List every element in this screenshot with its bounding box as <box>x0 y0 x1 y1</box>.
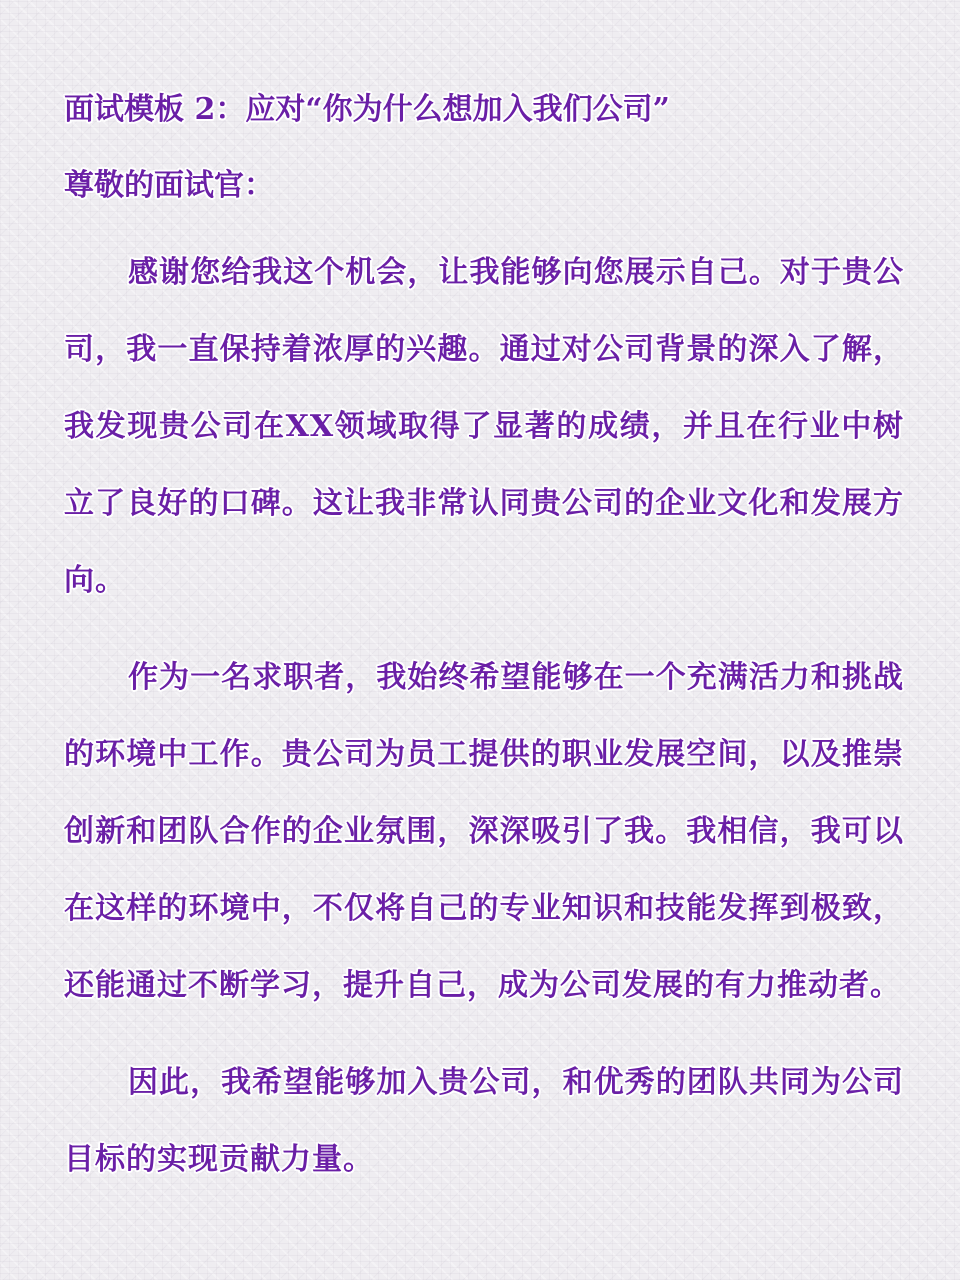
salutation: 尊敬的面试官： <box>64 168 274 203</box>
document-body <box>64 82 904 1198</box>
document-title: 面试模板 2：应对“你为什么想加入我们公司” <box>64 92 670 127</box>
paragraph-2: 作为一名求职者，我始终希望能够在一个充满活力和挑战的环境中工作。贵公司为员工提供的职业发展空间，以及推崇创新和团队合作的企业氛围，深深吸引了我。我相信，我可以在这样的环境中，不仅将自己的专业知识和技能发挥到极致，还能通过不断学习，提升自己，成为公司发展的有力推动者。 <box>64 660 904 1003</box>
paragraph-1: 感谢您给我这个机会，让我能够向您展示自己。对于贵公司，我一直保持着浓厚的兴趣。通过对公司背景的深入了解，我发现贵公司在XX领域取得了显著的成绩，并且在行业中树立了良好的口碑。这让我非常认同贵公司的企业文化和发展方向。 <box>64 255 904 598</box>
paragraph-3: 因此，我希望能够加入贵公司，和优秀的团队共同为公司目标的实现贡献力量。 <box>64 1065 904 1177</box>
